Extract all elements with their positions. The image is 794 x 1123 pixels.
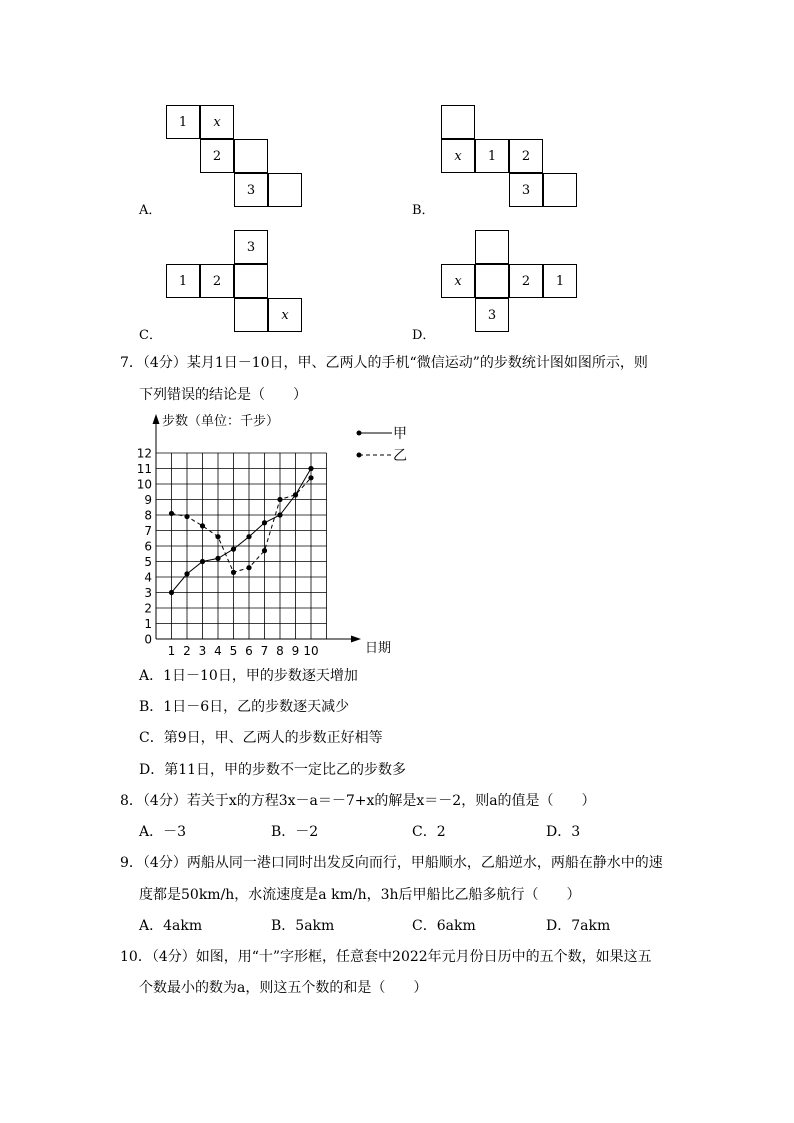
y-tick-label: 8 bbox=[144, 508, 152, 523]
q8-choice-a[interactable]: A．－3 bbox=[139, 824, 187, 840]
data-point-jia bbox=[308, 466, 313, 471]
data-point-jia bbox=[231, 547, 236, 552]
y-tick-label: 5 bbox=[144, 555, 152, 569]
data-point-yi bbox=[277, 497, 282, 502]
data-point-jia bbox=[277, 512, 282, 517]
net-c-cell: 1 bbox=[166, 264, 200, 298]
data-point-jia bbox=[262, 520, 267, 525]
y-tick-label: 2 bbox=[144, 601, 152, 616]
x-tick-label: 4 bbox=[214, 644, 222, 658]
net-c-cell: 3 bbox=[234, 230, 268, 264]
q9-choice-c[interactable]: C．6akm bbox=[412, 918, 476, 934]
q7-stem-line1: 7．（4分）某月1日－10日，甲、乙两人的手机“微信运动”的步数统计图如图所示，则 bbox=[120, 355, 648, 371]
data-point-yi bbox=[184, 514, 189, 519]
data-point-yi bbox=[262, 548, 267, 553]
q9-stem-line1: 9．（4分）两船从同一港口同时出发反向而行，甲船顺水，乙船逆水，两船在静水中的速 bbox=[120, 855, 663, 871]
net-b-cell: 3 bbox=[509, 173, 543, 207]
q8-choice-d[interactable]: D．3 bbox=[546, 824, 581, 840]
net-d-cell: x bbox=[441, 264, 475, 298]
x-tick-label: 5 bbox=[229, 644, 238, 658]
data-point-jia bbox=[169, 590, 174, 595]
net-b-cell: x bbox=[441, 139, 475, 173]
net-d-cell bbox=[475, 264, 509, 298]
net-b-cell: 1 bbox=[475, 139, 509, 173]
option-a-label[interactable]: A． bbox=[139, 203, 162, 218]
x-tick-label: 9 bbox=[291, 644, 300, 658]
net-c-cell bbox=[234, 298, 268, 332]
legend-jia-label: 甲 bbox=[393, 426, 407, 442]
y-tick-label: 7 bbox=[144, 524, 152, 538]
net-a-cell bbox=[234, 139, 268, 173]
q9-choice-b[interactable]: B．5akm bbox=[271, 918, 335, 934]
y-tick-label: 3 bbox=[144, 586, 152, 600]
q7-option-d[interactable]: D．第11日，甲的步数不一定比乙的步数多 bbox=[139, 762, 407, 778]
q7-option-a[interactable]: A．1日－10日，甲的步数逐天增加 bbox=[139, 668, 358, 684]
net-b-cell bbox=[543, 173, 577, 207]
net-a-cell: 3 bbox=[234, 173, 268, 207]
net-a-cell: 2 bbox=[200, 139, 234, 173]
x-tick-label: 1 bbox=[167, 644, 176, 658]
data-point-yi bbox=[308, 475, 313, 480]
y-tick-label: 4 bbox=[144, 570, 152, 585]
data-point-yi bbox=[293, 492, 298, 497]
y-tick-label: 1 bbox=[144, 617, 152, 631]
q7-option-c[interactable]: C．第9日，甲、乙两人的步数正好相等 bbox=[139, 730, 383, 746]
data-point-jia bbox=[215, 556, 220, 561]
net-a-cell: 1 bbox=[166, 105, 200, 139]
data-point-jia bbox=[200, 559, 205, 564]
x-tick-label: 2 bbox=[183, 644, 191, 658]
series-line-yi bbox=[172, 478, 312, 573]
net-b-cell bbox=[441, 105, 475, 139]
x-axis-arrow bbox=[351, 636, 361, 643]
q10-stem-line1: 10．（4分）如图，用“十”字形框，任意套中2022年元月份日历中的五个数，如果这五 bbox=[120, 949, 652, 965]
x-tick-label: 8 bbox=[276, 644, 284, 658]
data-point-yi bbox=[231, 570, 236, 575]
x-tick-label: 7 bbox=[260, 644, 269, 658]
net-c-cell: x bbox=[268, 298, 302, 332]
q8-stem: 8．（4分）若关于x的方程3x－a＝－7+x的解是x＝－2，则a的值是（ ） bbox=[120, 793, 596, 809]
q8-choice-c[interactable]: C．2 bbox=[412, 824, 446, 840]
y-axis-arrow bbox=[153, 414, 160, 424]
q9-stem-line2: 度都是50km/h，水流速度是a km/h，3h后甲船比乙船多航行（ ） bbox=[139, 887, 581, 903]
data-point-yi bbox=[215, 534, 220, 539]
net-a-cell: x bbox=[200, 105, 234, 139]
q7-stem-line2: 下列错误的结论是（ ） bbox=[139, 387, 307, 403]
y-tick-label: 9 bbox=[144, 493, 152, 507]
net-d-cell: 3 bbox=[475, 298, 509, 332]
q8-choice-b[interactable]: B．－2 bbox=[271, 824, 319, 840]
option-c-label[interactable]: C． bbox=[139, 328, 162, 343]
chart-legend bbox=[350, 422, 420, 466]
x-tick-label: 10 bbox=[303, 644, 319, 658]
q9-choice-d[interactable]: D．7akm bbox=[546, 918, 611, 934]
net-b-cell: 2 bbox=[509, 139, 543, 173]
data-point-yi bbox=[200, 523, 205, 528]
chart-grid bbox=[156, 453, 327, 639]
data-point-yi bbox=[246, 565, 251, 570]
net-a-cell bbox=[268, 173, 302, 207]
chart-x-label: 日期 bbox=[365, 641, 392, 656]
y-tick-label: 10 bbox=[136, 477, 152, 492]
net-c-cell: 2 bbox=[200, 264, 234, 298]
data-point-yi bbox=[169, 511, 174, 516]
data-point-jia bbox=[184, 571, 189, 576]
net-c-cell bbox=[234, 264, 268, 298]
legend-yi-label: 乙 bbox=[393, 448, 407, 464]
q7-option-b[interactable]: B．1日－6日，乙的步数逐天减少 bbox=[139, 699, 350, 715]
y-tick-label: 0 bbox=[144, 632, 152, 647]
chart-y-ticks bbox=[137, 447, 152, 647]
y-tick-label: 6 bbox=[144, 539, 152, 554]
net-d-cell: 1 bbox=[543, 264, 577, 298]
option-d-label[interactable]: D． bbox=[412, 328, 436, 343]
net-d-cell: 2 bbox=[509, 264, 543, 298]
net-d-cell bbox=[475, 230, 509, 264]
chart-x-ticks bbox=[168, 644, 319, 658]
q9-choice-a[interactable]: A．4akm bbox=[139, 918, 203, 934]
option-b-label[interactable]: B． bbox=[412, 203, 435, 218]
x-tick-label: 6 bbox=[245, 644, 253, 658]
y-tick-label: 12 bbox=[136, 446, 152, 461]
y-tick-label: 11 bbox=[136, 462, 152, 476]
x-tick-label: 3 bbox=[198, 644, 207, 658]
data-point-jia bbox=[246, 534, 251, 539]
q10-stem-line2: 个数最小的数为a，则这五个数的和是（ ） bbox=[139, 980, 428, 996]
chart-y-label: 步数（单位：千步） bbox=[162, 414, 280, 429]
